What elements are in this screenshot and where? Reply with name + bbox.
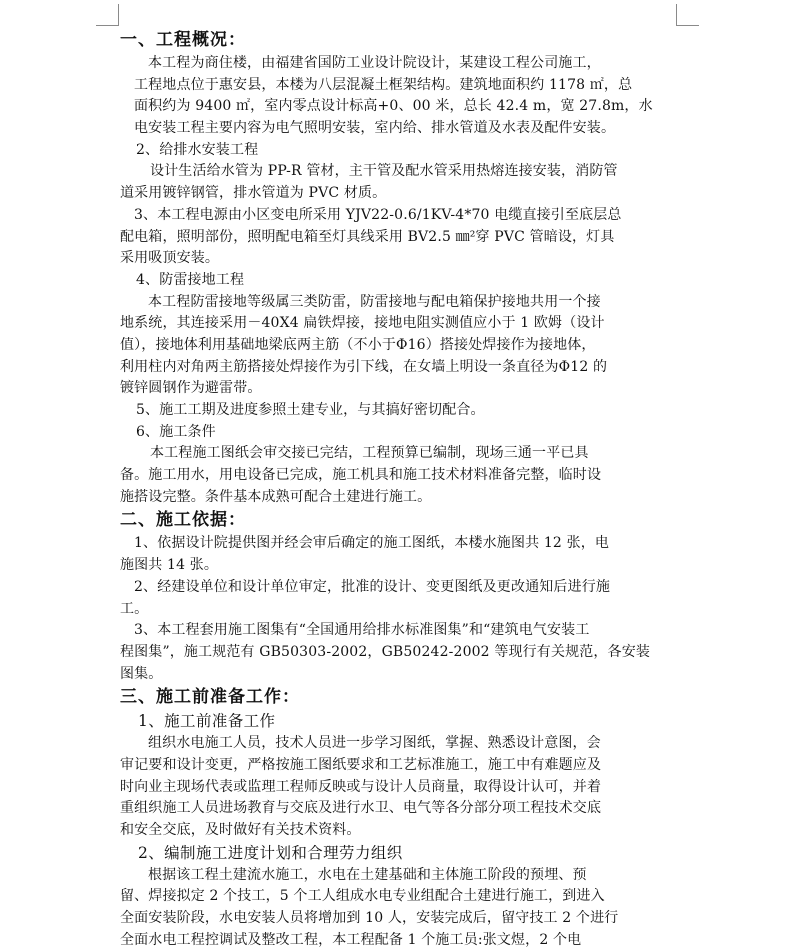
- paragraph-line: 工。: [120, 600, 149, 617]
- paragraph-line: 2、经建设单位和设计单位审定，批准的设计、变更图纸及更改通知后进行施: [134, 578, 611, 595]
- paragraph-line: 3、本工程电源由小区变电所采用 YJV22-0.6/1KV-4*70 电缆直接引至底层总: [134, 206, 622, 223]
- crop-mark-top-right-vertical: [676, 4, 677, 26]
- crop-mark-top-right-horizontal: [677, 25, 699, 26]
- paragraph-line: 配电箱，照明部份，照明配电箱至灯具线采用 BV2.5 ㎜²穿 PVC 管暗设，灯具: [120, 228, 615, 245]
- paragraph-line: 和安全交底，及时做好有关技术资料。: [120, 822, 361, 838]
- paragraph-line: 重组织施工人员进场教育与交底及进行水卫、电气等各分部分项工程技术交底: [120, 800, 602, 817]
- crop-mark-top-left-horizontal: [96, 25, 118, 26]
- paragraph-line: 1、依据设计院提供图并经会审后确定的施工图纸，本楼水施图共 12 张，电: [134, 535, 610, 552]
- paragraph-line: 5、施工工期及进度参照土建专业，与其搞好密切配合。: [136, 402, 485, 418]
- paragraph-line: 地系统，其连接采用－40X4 扁铁焊接，接地电阻实测值应小于 1 欧姆（设计: [120, 315, 605, 332]
- paragraph-line: 全面水电工程控调试及整改工程，本工程配备 1 个施工员:张文煜，2 个电: [120, 931, 582, 948]
- paragraph-line: 本工程施工图纸会审交接已完结，工程预算已编制，现场三通一平已具: [150, 445, 589, 462]
- section-heading-preparation: 三、施工前准备工作：: [120, 687, 300, 708]
- paragraph-line: 设计生活给水管为 PP-R 管材，主干管及配水管采用热熔连接安装，消防管: [150, 163, 618, 180]
- paragraph-line: 审记要和设计变更，严格按施工图纸要求和工艺标准施工，施工中有难题应及: [120, 756, 602, 773]
- paragraph-line: 本工程防雷接地等级属三类防雷，防雷接地与配电箱保护接地共用一个接: [148, 293, 601, 310]
- crop-mark-top-left-vertical: [118, 4, 119, 26]
- paragraph-line: 图集。: [120, 665, 163, 682]
- paragraph-line: 利用柱内对角两主筋搭接处焊接作为引下线，在女墙上明设一条直径为Φ12 的: [120, 358, 608, 375]
- paragraph-line: 程图集”，施工规范有 GB50303-2002，GB50242-2002 等现行有关规范，各安装: [120, 643, 650, 660]
- paragraph-line: 本工程为商住楼，由福建省国防工业设计院设计，某建设工程公司施工，: [148, 55, 601, 71]
- paragraph-line: 全面安装阶段，水电安装人员将增加到 10 人，安装完成后，留守技工 2 个进行: [120, 910, 619, 927]
- paragraph-line: 3、本工程套用施工图集有“全国通用给排水标准图集”和“建筑电气安装工: [134, 622, 590, 639]
- paragraph-line: 施图共 14 张。: [120, 557, 219, 574]
- subheading-schedule-labor: 2、编制施工进度计划和合理劳力组织: [138, 843, 403, 862]
- paragraph-line: 备。施工用水，用电设备已完成，施工机具和施工技术材料准备完整，临时设: [120, 467, 602, 484]
- subheading-preparation: 1、施工前准备工作: [138, 712, 276, 731]
- paragraph-line: 组织水电施工人员，技术人员进一步学习图纸，掌握、熟悉设计意图，会: [148, 735, 601, 752]
- paragraph-line: 根据该工程土建流水施工，水电在土建基础和主体施工阶段的预埋、预: [148, 866, 587, 883]
- subheading-lightning-protection: 4、防雷接地工程: [136, 271, 245, 288]
- document-body: [120, 28, 676, 951]
- paragraph-line: 采用吸顶安装。: [120, 250, 220, 267]
- paragraph-line: 道采用镀锌钢管，排水管道为 PVC 材质。: [120, 185, 387, 202]
- paragraph-line: 镀锌圆钢作为避雷带。: [120, 380, 262, 397]
- subheading-construction-conditions: 6、施工条件: [136, 423, 216, 440]
- paragraph-line: 面积约为 9400 ㎡，室内零点设计标高+0、00 米，总长 42.4 m，宽 27.8m，水: [134, 98, 653, 115]
- paragraph-line: 工程地点位于惠安县，本楼为八层混凝土框架结构。建筑地面积约 1178 ㎡，总: [134, 76, 633, 93]
- paragraph-line: 时向业主现场代表或监理工程师反映或与设计人员商量，取得设计认可，并着: [120, 778, 602, 795]
- paragraph-line: 电安装工程主要内容为电气照明安装，室内给、排水管道及水表及配件安装。: [134, 120, 616, 137]
- section-heading-overview: 一、工程概况：: [120, 30, 246, 50]
- section-heading-basis: 二、施工依据：: [120, 510, 246, 531]
- paragraph-line: 值），接地体利用基础地梁底两主筋（不小于Φ16）搭接处焊接作为接地体，: [120, 336, 596, 353]
- paragraph-line: 施搭设完整。条件基本成熟可配合土建进行施工。: [120, 488, 432, 505]
- subheading-water-supply: 2、给排水安装工程: [136, 141, 259, 158]
- paragraph-line: 留、焊接拟定 2 个技工，5 个工人组成水电专业组配合土建进行施工，到进入: [120, 888, 605, 905]
